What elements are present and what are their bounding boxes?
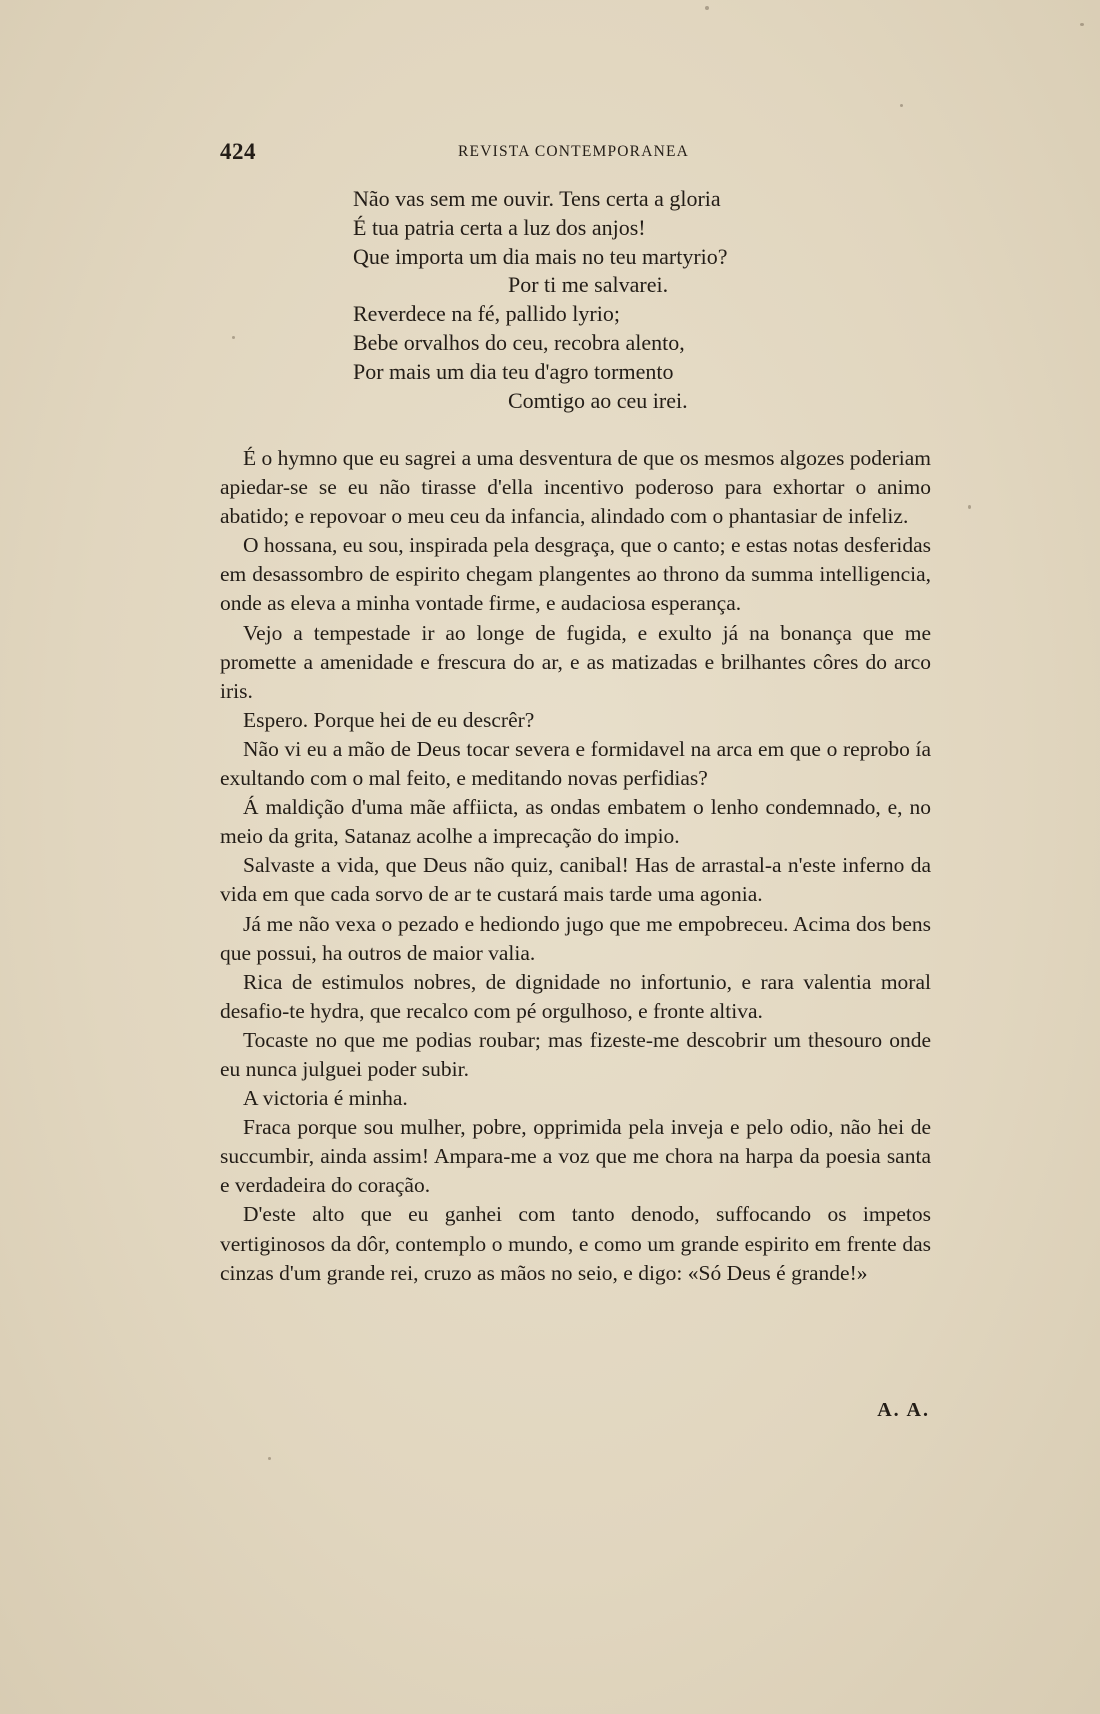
paper-speck bbox=[705, 6, 709, 10]
paper-speck bbox=[232, 336, 235, 339]
paragraph: É o hymno que eu sagrei a uma desventura de que os mesmos algozes poderiam apiedar-se se eu não tirasse d'ella incentivo poderoso para exhortar o animo abatido; e repovoar o meu ceu da infancia, alindado com o phantasiar de infeliz. bbox=[220, 446, 931, 529]
poem-line: Não vas sem me ouvir. Tens certa a gloria bbox=[353, 186, 721, 211]
poem-line: Por mais um dia teu d'agro tormento bbox=[353, 358, 674, 384]
paper-speck bbox=[268, 1457, 271, 1460]
paragraph: Espero. Porque hei de eu descrêr? bbox=[243, 707, 535, 732]
running-title: REVISTA CONTEMPORANEA bbox=[458, 143, 690, 160]
paragraph: Tocaste no que me podias roubar; mas fizeste-me descobrir um thesouro onde eu nunca julguei poder subir. bbox=[220, 1027, 931, 1081]
poem-line: Bebe orvalhos do ceu, recobra alento, bbox=[353, 329, 685, 355]
poem-line: Reverdece na fé, pallido lyrio; bbox=[353, 301, 620, 327]
poem-line: Comtigo ao ceu irei. bbox=[508, 387, 688, 413]
poem-line: Por ti me salvarei. bbox=[508, 272, 669, 298]
paragraph: Já me não vexa o pezado e hediondo jugo que me empobreceu. Acima dos bens que possui, ha outros de maior valia. bbox=[220, 911, 931, 965]
poem-stanza bbox=[353, 185, 913, 415]
paper-speck bbox=[1080, 23, 1084, 26]
paragraph: Rica de estimulos nobres, de dignidade no infortunio, e rara valentia moral desafio-te hydra, que recalco com pé orgulhoso, e fronte altiva. bbox=[220, 969, 931, 1023]
paper-speck bbox=[968, 505, 971, 509]
paragraph: O hossana, eu sou, inspirada pela desgraça, que o canto; e estas notas desferidas em desassombro de espirito chegam plangentes ao throno da summa intelligencia, onde as eleva a minha vontade firme, e audaciosa esperança. bbox=[220, 533, 931, 616]
author-signature: A. A. bbox=[877, 1399, 930, 1421]
paragraph: Á maldição d'uma mãe affiicta, as ondas embatem o lenho condemnado, e, no meio da grita, Satanaz acolhe a imprecação do impio. bbox=[220, 795, 931, 849]
running-header bbox=[220, 139, 930, 167]
poem-line: Que importa um dia mais no teu martyrio? bbox=[353, 243, 728, 269]
page-number: 424 bbox=[220, 139, 256, 164]
prose-body bbox=[220, 444, 931, 1288]
poem-line: É tua patria certa a luz dos anjos! bbox=[353, 214, 646, 240]
paragraph: Não vi eu a mão de Deus tocar severa e formidavel na arca em que o reprobo ía exultando com o mal feito, e meditando novas perfidias? bbox=[220, 736, 931, 791]
paragraph: Salvaste a vida, que Deus não quiz, canibal! Has de arrastal-a n'este inferno da vida em que cada sorvo de ar te custará mais tarde uma agonia. bbox=[220, 853, 931, 907]
paper-speck bbox=[900, 104, 903, 107]
paragraph: Vejo a tempestade ir ao longe de fugida, e exulto já na bonança que me promette a amenidade e frescura do ar, e as matizadas e brilhantes côres do arco iris. bbox=[220, 620, 931, 703]
paragraph: Fraca porque sou mulher, pobre, opprimida pela inveja e pelo odio, não hei de succumbir, ainda assim! Ampara-me a voz que me chora na harpa da poesia santa e verdadeira do coração. bbox=[220, 1115, 931, 1198]
paragraph: D'este alto que eu ganhei com tanto denodo, suffocando os impetos vertiginosos da dôr, contemplo o mundo, e como um grande espirito em frente das cinzas d'um grande rei, cruzo as mãos no seio, e digo: «Só Deus é grande!» bbox=[220, 1202, 931, 1285]
paragraph: A victoria é minha. bbox=[243, 1086, 408, 1111]
